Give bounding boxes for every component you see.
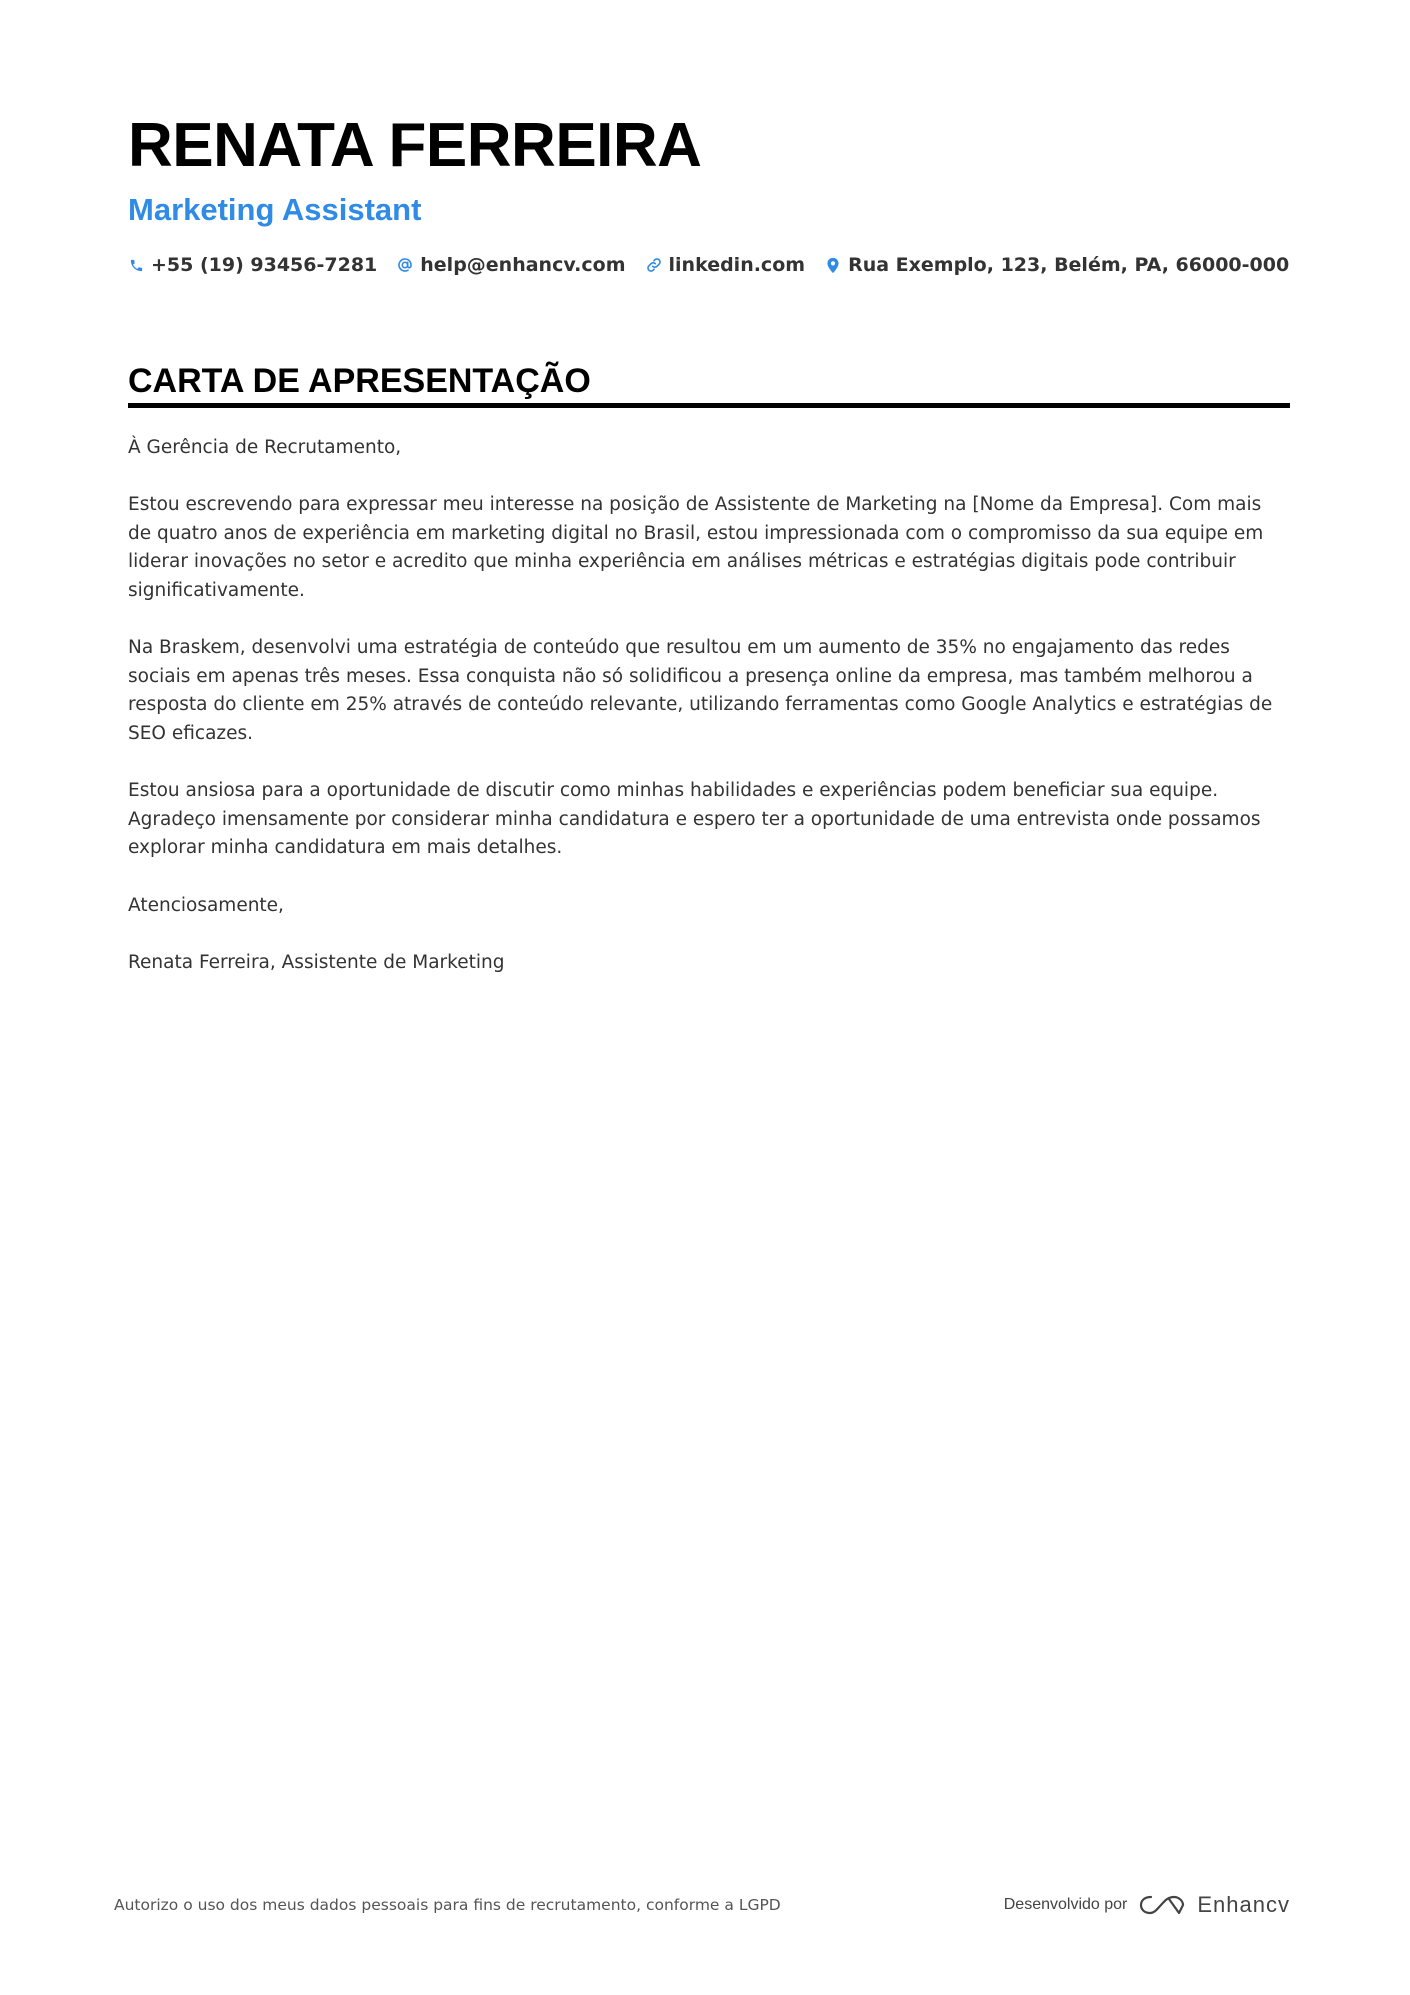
letter-closing: Atenciosamente, — [128, 894, 284, 916]
powered-by-label: Desenvolvido por — [1003, 1896, 1128, 1913]
powered-by[interactable] — [1004, 1892, 1290, 1918]
link-icon — [646, 256, 662, 274]
phone-icon — [128, 256, 144, 274]
letter-body — [128, 434, 1290, 977]
contact-bar — [128, 250, 1290, 280]
contact-email[interactable] — [397, 254, 625, 276]
brand-name: Enhancv — [1197, 1892, 1290, 1917]
contact-phone-text: +55 (19) 93456-7281 — [151, 254, 378, 276]
candidate-name: RENATA FERREIRA — [128, 111, 702, 180]
letter-paragraph: Estou ansiosa para a oportunidade de discutir como minhas habilidades e experiências podem beneficiar sua equipe. Agradeço imensamente por considerar minha candidatura e espero ter a oportunidade de uma entrevista onde possamos explorar minha candidatura em mais detalhes. — [128, 780, 1261, 859]
enhancv-logo-icon — [1139, 1893, 1185, 1917]
letter-paragraph: Na Braskem, desenvolvi uma estratégia de conteúdo que resultou em um aumento de 35% no engajamento das redes sociais em apenas três meses. Essa conquista não só solidificou a presença online da empresa, mas também melhorou a resposta do cliente em 25% através de conteúdo relevante, utilizando ferramentas como Google Analytics e estratégias de SEO eficazes. — [128, 637, 1273, 744]
section-title: CARTA DE APRESENTAÇÃO — [128, 360, 1290, 408]
job-title: Marketing Assistant — [128, 192, 422, 227]
contact-phone[interactable] — [128, 254, 377, 276]
at-icon — [397, 256, 413, 274]
contact-email-text: help@enhancv.com — [420, 254, 626, 276]
contact-address-text: Rua Exemplo, 123, Belém, PA, 66000-000 — [848, 254, 1290, 276]
contact-linkedin-text: linkedin.com — [668, 254, 806, 276]
location-icon — [825, 256, 841, 274]
letter-salutation: À Gerência de Recrutamento, — [128, 437, 402, 458]
contact-linkedin[interactable] — [646, 254, 806, 276]
letter-paragraph: Estou escrevendo para expressar meu interesse na posição de Assistente de Marketing na [Nome da Empresa]. Com mais de quatro anos de experiência em marketing digital no Brasil, estou impressionada com o compromisso da sua equipe em liderar inovações no setor e acredito que minha experiência em análises métricas e estratégias digitais pode contribuir significativamente. — [128, 494, 1264, 601]
cover-letter-page — [128, 110, 1290, 1006]
contact-address — [825, 254, 1289, 276]
lgpd-consent: Autorizo o uso dos meus dados pessoais para fins de recrutamento, conforme a LGPD — [114, 1896, 781, 1914]
letter-signature: Renata Ferreira, Assistente de Marketing — [128, 951, 505, 973]
footer — [114, 1885, 1290, 1925]
